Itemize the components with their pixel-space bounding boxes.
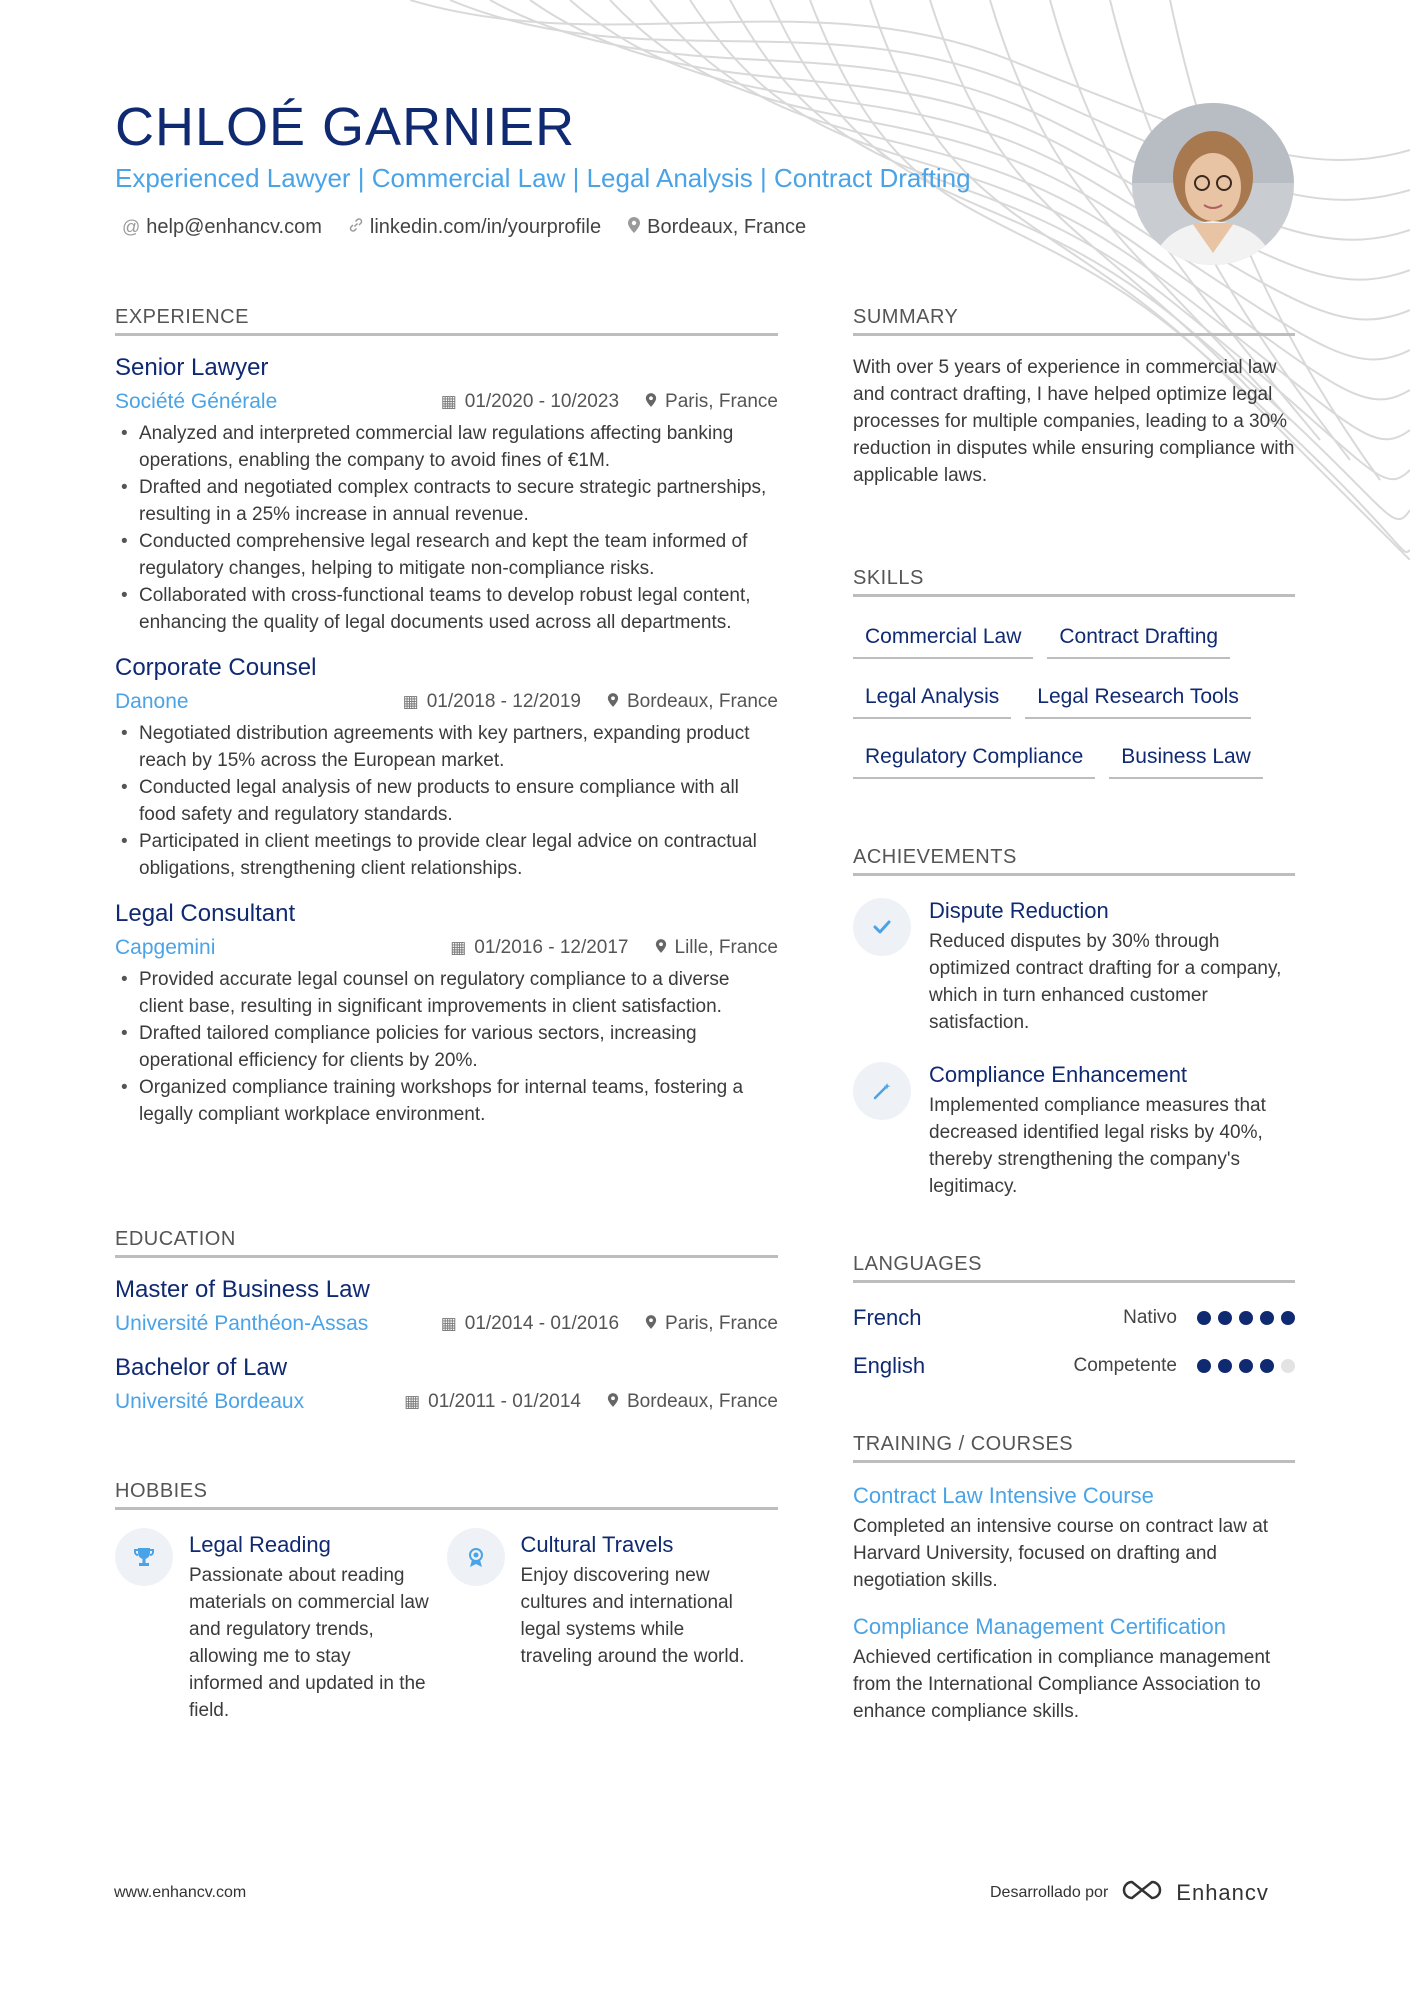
link-icon	[348, 217, 364, 238]
achievement-description: Implemented compliance measures that decreased identified legal risks by 40%, thereby strengthening the company's legitimacy.	[929, 1095, 1266, 1197]
job-entry	[115, 354, 778, 636]
email-text: help@enhancv.com	[146, 216, 322, 238]
contact-email[interactable]	[122, 216, 322, 239]
job-bullet: • Negotiated distribution agreements with key partners, expanding product reach by 15% across the European market.	[115, 720, 778, 774]
school-name: Université Panthéon-Assas	[115, 1312, 369, 1335]
job-entry	[115, 900, 778, 1128]
job-bullet: • Conducted comprehensive legal research and kept the team informed of regulatory changes, helping to mitigate non-compliance risks.	[115, 528, 778, 582]
skill-tag: Business Law	[1109, 739, 1263, 779]
language-item	[853, 1305, 1295, 1331]
job-dates: 01/2018 - 12/2019	[426, 691, 581, 712]
footer-branding	[990, 1878, 1269, 1907]
achievement-title: Dispute Reduction	[929, 898, 1109, 923]
powered-by-label: Desarrollado por	[990, 1883, 1109, 1901]
skill-tag: Legal Research Tools	[1025, 679, 1251, 719]
job-bullet: • Organized compliance training workshops for internal teams, fostering a legally compliant workplace environment.	[115, 1074, 778, 1128]
footer-website[interactable]: www.enhancv.com	[114, 1884, 247, 1901]
brand-name: Enhancv	[1176, 1879, 1269, 1905]
skill-tag: Legal Analysis	[853, 679, 1011, 719]
rating-dot	[1197, 1311, 1211, 1325]
hobbies-heading: HOBBIES	[115, 1480, 778, 1510]
education-location: Bordeaux, France	[626, 1391, 778, 1412]
languages-heading: LANGUAGES	[853, 1253, 1295, 1283]
experience-section	[115, 306, 778, 1128]
languages-section	[853, 1253, 1295, 1379]
contact-bar	[122, 216, 806, 239]
linkedin-text: linkedin.com/in/yourprofile	[369, 216, 602, 238]
rating-dot	[1260, 1311, 1274, 1325]
course-description: Completed an intensive course on contract law at Harvard University, focused on drafting and negotiation skills.	[853, 1516, 1269, 1591]
calendar-icon: ▦	[450, 938, 467, 957]
rating-dot	[1239, 1359, 1253, 1373]
skill-tag: Contract Drafting	[1047, 619, 1230, 659]
rating-dot	[1239, 1311, 1253, 1325]
hobbies-section	[115, 1480, 778, 1724]
job-bullet: • Provided accurate legal counsel on regulatory compliance to a diverse client base, resulting in significant improvements in client satisfaction.	[115, 966, 778, 1020]
contact-linkedin[interactable]	[348, 216, 601, 239]
magic-wand-icon	[853, 1062, 911, 1120]
rating-dot	[1218, 1311, 1232, 1325]
job-bullet: • Participated in client meetings to provide clear legal advice on contractual obligations, strengthening client relationships.	[115, 828, 778, 882]
language-level: Competente	[1073, 1355, 1177, 1376]
degree-title: Master of Business Law	[115, 1276, 370, 1303]
rating-dot	[1281, 1359, 1295, 1373]
enhancv-logo-icon	[1120, 1878, 1164, 1907]
profile-photo	[1132, 103, 1294, 265]
job-location: Paris, France	[665, 391, 778, 412]
at-icon: @	[122, 217, 141, 237]
job-dates: 01/2020 - 10/2023	[464, 391, 620, 412]
language-name: French	[853, 1305, 922, 1330]
education-heading: EDUCATION	[115, 1228, 778, 1258]
hobby-description: Enjoy discovering new cultures and international legal systems while traveling around the world.	[520, 1565, 745, 1667]
language-item	[853, 1353, 1295, 1379]
degree-title: Bachelor of Law	[115, 1354, 288, 1381]
school-name: Université Bordeaux	[115, 1390, 305, 1413]
location-pin-icon	[607, 692, 619, 713]
education-entry	[115, 1354, 778, 1414]
summary-text: With over 5 years of experience in commercial law and contract drafting, I have helped optimize legal processes for multiple companies, leading to a 30% reduction in disputes while ensuring compliance with applicable laws.	[853, 357, 1295, 486]
achievement-item	[853, 1062, 1295, 1200]
language-rating	[1197, 1359, 1295, 1373]
summary-section	[853, 306, 1295, 489]
skills-heading: SKILLS	[853, 567, 1295, 597]
location-pin-icon	[607, 1392, 619, 1413]
rating-dot	[1197, 1359, 1211, 1373]
medal-icon	[447, 1528, 505, 1586]
job-bullet: • Collaborated with cross-functional teams to develop robust legal content, enhancing the quality of legal documents used across all departments.	[115, 582, 778, 636]
calendar-icon: ▦	[404, 1392, 421, 1411]
education-dates: 01/2014 - 01/2016	[464, 1313, 620, 1334]
location-pin-icon	[655, 938, 667, 959]
rating-dot	[1218, 1359, 1232, 1373]
trophy-icon	[115, 1528, 173, 1586]
training-section	[853, 1433, 1295, 1725]
skill-tag: Commercial Law	[853, 619, 1033, 659]
hobby-description: Passionate about reading materials on commercial law and regulatory trends, allowing me to stay informed and updated in the field.	[189, 1565, 429, 1721]
achievements-heading: ACHIEVEMENTS	[853, 846, 1295, 876]
job-entry	[115, 654, 778, 882]
education-section	[115, 1228, 778, 1414]
location-pin-icon	[627, 216, 641, 239]
calendar-icon: ▦	[402, 692, 419, 711]
hobby-title: Legal Reading	[189, 1532, 331, 1557]
experience-heading: EXPERIENCE	[115, 306, 778, 336]
course-description: Achieved certification in compliance management from the International Compliance Association to enhance compliance skills.	[853, 1647, 1271, 1722]
language-rating	[1197, 1311, 1295, 1325]
job-bullet: • Conducted legal analysis of new products to ensure compliance with all food safety and regulatory standards.	[115, 774, 778, 828]
education-entry	[115, 1276, 778, 1336]
skills-section	[853, 567, 1295, 779]
job-location: Lille, France	[674, 937, 778, 958]
location-pin-icon	[645, 392, 657, 413]
language-level: Nativo	[1123, 1307, 1177, 1328]
company-name: Danone	[115, 690, 189, 713]
job-dates: 01/2016 - 12/2017	[474, 937, 629, 958]
course-title: Contract Law Intensive Course	[853, 1483, 1154, 1508]
hobby-title: Cultural Travels	[520, 1532, 674, 1557]
job-bullet: • Analyzed and interpreted commercial law regulations affecting banking operations, enabling the company to avoid fines of €1M.	[115, 420, 778, 474]
calendar-icon: ▦	[440, 392, 457, 411]
hobby-item	[115, 1532, 447, 1724]
candidate-name: CHLOÉ GARNIER	[115, 97, 576, 157]
headline: Experienced Lawyer | Commercial Law | Legal Analysis | Contract Drafting	[115, 163, 971, 193]
job-bullet: • Drafted tailored compliance policies for various sectors, increasing operational efficiency for clients by 20%.	[115, 1020, 778, 1074]
job-title: Legal Consultant	[115, 900, 296, 927]
company-name: Capgemini	[115, 936, 216, 959]
achievements-section	[853, 846, 1295, 1200]
rating-dot	[1281, 1311, 1295, 1325]
achievement-description: Reduced disputes by 30% through optimized contract drafting for a company, which in turn enhanced customer satisfaction.	[929, 931, 1282, 1033]
rating-dot	[1260, 1359, 1274, 1373]
achievement-item	[853, 898, 1295, 1036]
education-dates: 01/2011 - 01/2014	[428, 1391, 581, 1412]
hobby-item	[447, 1532, 779, 1724]
job-title: Corporate Counsel	[115, 654, 317, 681]
job-bullet: • Drafted and negotiated complex contracts to secure strategic partnerships, resulting in a 25% increase in annual revenue.	[115, 474, 778, 528]
job-title: Senior Lawyer	[115, 354, 269, 381]
language-name: English	[853, 1353, 926, 1378]
location-text: Bordeaux, France	[647, 216, 807, 238]
summary-heading: SUMMARY	[853, 306, 1295, 336]
checkmark-icon	[853, 898, 911, 956]
location-pin-icon	[645, 1314, 657, 1335]
education-location: Paris, France	[665, 1313, 778, 1334]
calendar-icon: ▦	[440, 1314, 457, 1333]
achievement-title: Compliance Enhancement	[929, 1062, 1188, 1087]
training-heading: TRAINING / COURSES	[853, 1433, 1295, 1463]
skill-tag: Regulatory Compliance	[853, 739, 1095, 779]
contact-location	[627, 216, 806, 239]
course-title: Compliance Management Certification	[853, 1614, 1226, 1639]
job-location: Bordeaux, France	[626, 691, 778, 712]
company-name: Société Générale	[115, 390, 278, 413]
